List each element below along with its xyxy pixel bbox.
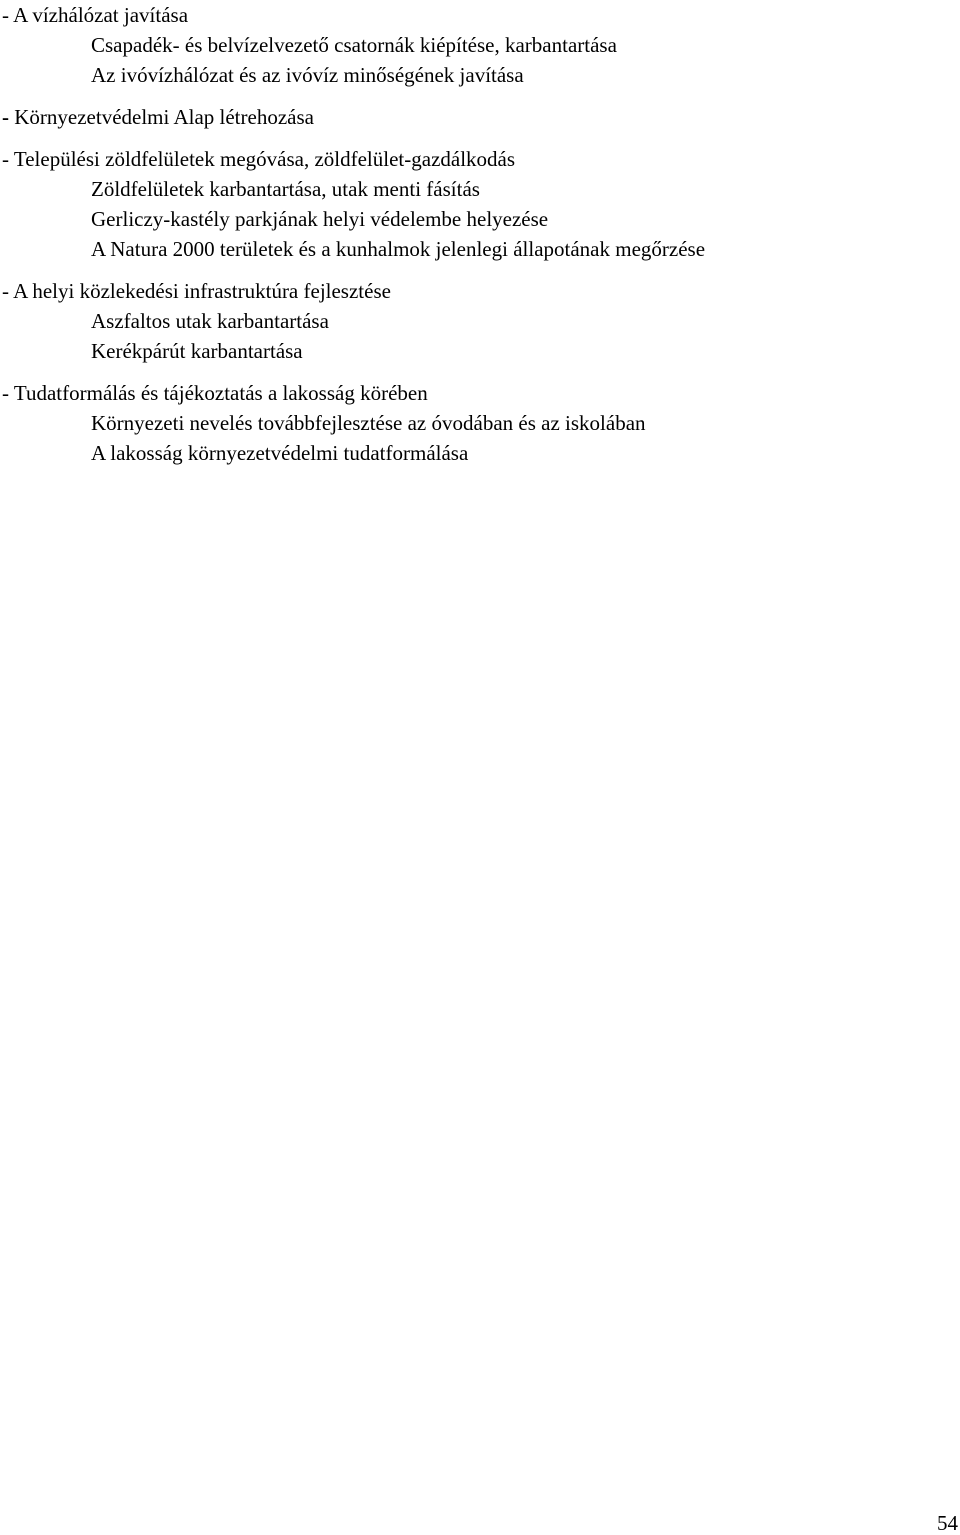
section-title: Tudatformálás és tájékoztatás a lakosság körében (13, 381, 428, 405)
section-item: Környezeti nevelés továbbfejlesztése az óvodában és az iskolában (91, 411, 646, 435)
section-item: Az ivóvízhálózat és az ivóvíz minőségének javítása (91, 63, 524, 87)
section-environmental-fund (2, 102, 952, 132)
section-dash: - (2, 105, 9, 129)
section-dash: - (2, 147, 9, 171)
section-item: Aszfaltos utak karbantartása (91, 309, 329, 333)
section-heading (2, 0, 952, 30)
section-title: Települési zöldfelületek megóvása, zöldfelület-gazdálkodás (13, 147, 516, 171)
section-awareness (2, 378, 952, 468)
section-heading (2, 144, 952, 174)
section-water-network (2, 0, 952, 90)
section-title: Környezetvédelmi Alap létrehozása (14, 105, 314, 129)
document-body (2, 0, 952, 480)
section-item: Kerékpárút karbantartása (91, 339, 303, 363)
section-heading (2, 276, 952, 306)
section-item: Gerliczy-kastély parkjának helyi védelembe helyezése (91, 207, 549, 231)
page-number: 54 (937, 1511, 958, 1535)
section-transport-infrastructure (2, 276, 952, 366)
section-dash: - (2, 279, 9, 303)
section-heading (2, 102, 952, 132)
section-title: A vízhálózat javítása (13, 3, 189, 27)
section-heading (2, 378, 952, 408)
section-green-areas (2, 144, 952, 264)
section-dash: - (2, 3, 9, 27)
section-title: A helyi közlekedési infrastruktúra fejlesztése (13, 279, 391, 303)
section-item: Zöldfelületek karbantartása, utak menti fásítás (91, 177, 480, 201)
section-dash: - (2, 381, 9, 405)
section-item: A Natura 2000 területek és a kunhalmok jelenlegi állapotának megőrzése (91, 237, 706, 261)
section-item: A lakosság környezetvédelmi tudatformálása (91, 441, 469, 465)
section-item: Csapadék- és belvízelvezető csatornák kiépítése, karbantartása (91, 33, 617, 57)
